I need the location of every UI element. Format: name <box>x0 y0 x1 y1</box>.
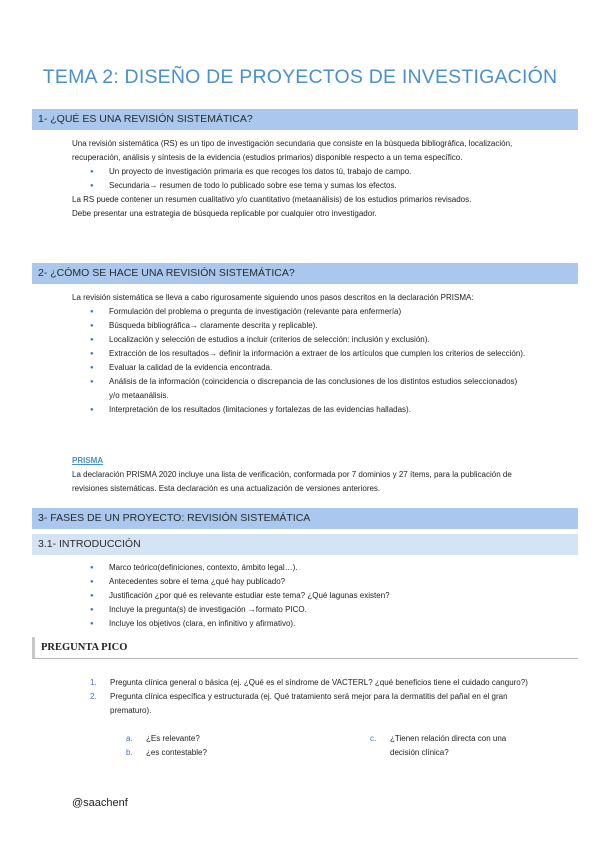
list-item <box>72 676 528 690</box>
list-item <box>370 732 530 760</box>
page-title: TEMA 2: DISEÑO DE PROYECTOS DE INVESTIGACIÓN <box>42 66 558 88</box>
list-item: ● Incluye la pregunta(s) de investigación →formato PICO. <box>72 603 528 617</box>
section-3-1-heading: 3.1- INTRODUCCIÓN <box>32 534 578 555</box>
list-item <box>126 746 346 760</box>
list-letter: b. <box>126 748 133 757</box>
list-item: ● Formulación del problema o pregunta de investigación (relevante para enfermería) <box>72 305 528 319</box>
list-item: ● Localización y selección de estudios a incluir (criterios de selección: inclusión y exclusión). <box>72 333 528 347</box>
list-text: ¿Tienen relación directa con una decisión clínica? <box>390 734 507 757</box>
section-2-body <box>72 291 528 417</box>
list-item: ● Evaluar la calidad de la evidencia encontrada. <box>72 361 528 375</box>
section-2-bullets <box>72 305 528 417</box>
section-2-heading: 2- ¿CÓMO SE HACE UNA REVISIÓN SISTEMÁTICA? <box>32 263 578 284</box>
prisma-block <box>72 454 528 496</box>
section-1-intro: Una revisión sistemática (RS) es un tipo de investigación secundaria que consiste en la búsqueda bibliográfica, localización, recuperación, análisis y síntesis de la evidencia (estudios primarios) disponible respecto a un tema específico. <box>72 139 513 162</box>
list-item <box>126 732 346 746</box>
list-item: ● Incluye los objetivos (clara, en infinitivo y afirmativo). <box>72 617 528 631</box>
list-item: ● Extracción de los resultados→ definir la información a extraer de los artículos que cumplen los criterios de selección). <box>72 347 528 361</box>
list-item: ● Un proyecto de investigación primaria es que recoges los datos tú, trabajo de campo. <box>72 165 528 179</box>
pico-list <box>72 676 528 718</box>
list-item: ● Interpretación de los resultados (limitaciones y fortalezas de las evidencias halladas). <box>72 403 528 417</box>
list-item: ● Análisis de la información (coincidencia o discrepancia de las conclusiones de los distintos estudios seleccionados) y/o metaanálisis. <box>72 375 528 403</box>
section-3-heading: 3- FASES DE UN PROYECTO: REVISIÓN SISTEMÁTICA <box>32 508 578 529</box>
list-item: ● Secundaria→ resumen de todo lo publicado sobre ese tema y sumas los efectos. <box>72 179 528 193</box>
prisma-link[interactable]: PRISMA <box>72 456 104 465</box>
list-text: ¿es contestable? <box>146 748 207 757</box>
section-1-heading: 1- ¿QUÉ ES UNA REVISIÓN SISTEMÁTICA? <box>32 109 578 130</box>
list-item: ● Marco teórico(definiciones, contexto, ámbito legal…). <box>72 561 528 575</box>
pico-heading: PREGUNTA PICO <box>32 637 578 659</box>
list-item <box>72 690 528 718</box>
list-text: Pregunta clínica general o básica (ej. ¿Qué es el síndrome de VACTERL? ¿qué beneficios tiene el cuidado canguro?) <box>110 678 528 687</box>
list-letter: c. <box>370 734 377 743</box>
list-text: Pregunta clínica específica y estructurada (ej. Qué tratamiento será mejor para la dermatitis del pañal en el gran prematuro). <box>110 692 508 715</box>
section-1-body <box>72 137 528 221</box>
list-number: 1. <box>90 678 97 687</box>
list-item: ● Búsqueda bibliográfica→ claramente descrita y replicable). <box>72 319 528 333</box>
section-3-1-bullets <box>72 561 528 631</box>
author-handle: @saachenf <box>72 797 128 809</box>
list-item: ● Justificación ¿por qué es relevante estudiar este tema? ¿Qué lagunas existen? <box>72 589 528 603</box>
pico-subitems-right <box>370 732 530 760</box>
list-text: ¿Es relevante? <box>146 734 200 743</box>
section-1-paragraph-2: La RS puede contener un resumen cualitativo y/o cuantitativo (metaanálisis) de los estudios primarios revisados. <box>72 195 472 204</box>
section-1-bullets <box>72 165 528 193</box>
pico-subitems-left <box>126 732 346 760</box>
prisma-description: La declaración PRISMA 2020 incluye una lista de verificación, conformada por 7 dominios y 27 ítems, para la publicación de revisiones sistemáticas. Esta declaración es una actualización de versiones anteriores. <box>72 470 512 493</box>
section-1-paragraph-3: Debe presentar una estrategia de búsqueda replicable por cualquier otro investigador. <box>72 209 377 218</box>
section-3-1-body <box>72 561 528 631</box>
section-2-intro: La revisión sistemática se lleva a cabo rigurosamente siguiendo unos pasos descritos en la declaración PRISMA: <box>72 293 474 302</box>
list-letter: a. <box>126 734 133 743</box>
list-number: 2. <box>90 692 97 701</box>
list-item: ● Antecedentes sobre el tema ¿qué hay publicado? <box>72 575 528 589</box>
